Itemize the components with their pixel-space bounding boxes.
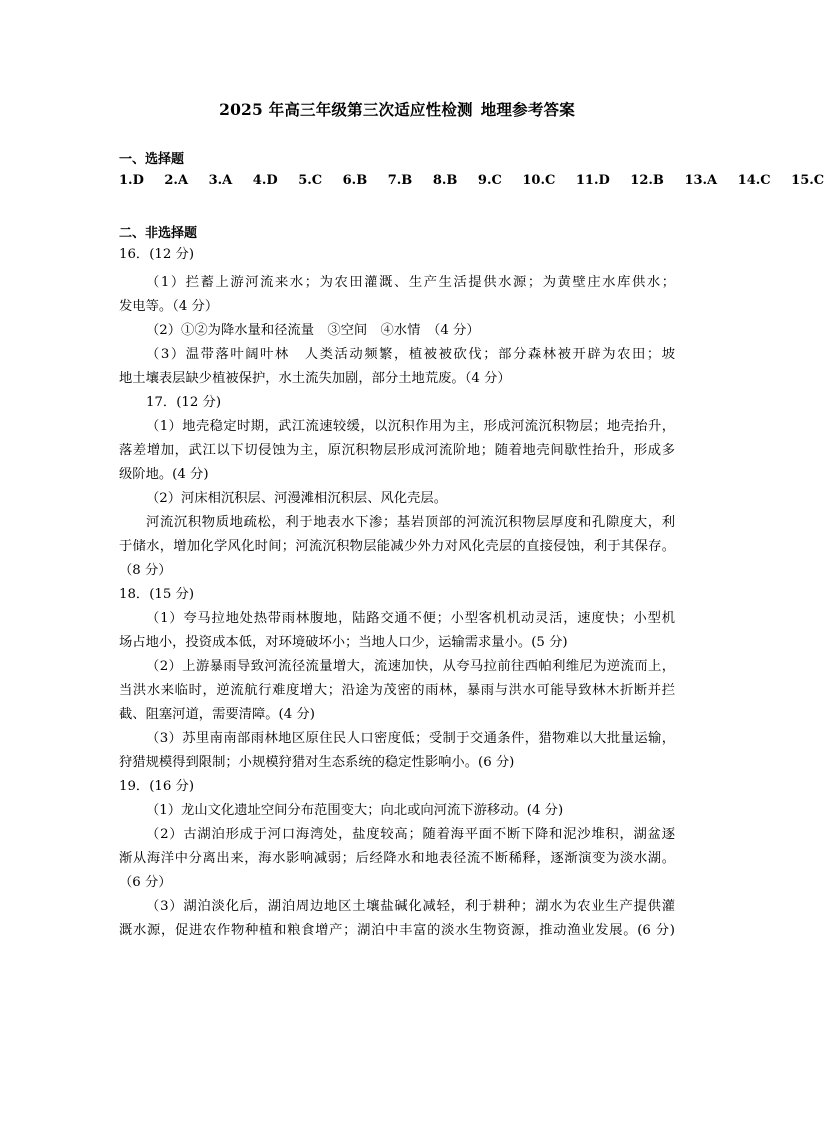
answer-line: 场占地小，投资成本低，对环境破坏小；当地人口少，运输需求量小。(5 分) <box>119 635 568 650</box>
answer-line: 级阶地。(4 分) <box>119 467 209 482</box>
answer-item: 7.B <box>387 173 413 188</box>
answer-item: 1.D <box>119 173 144 188</box>
answer-item: 8.B <box>432 173 458 188</box>
choice-answers <box>119 173 840 188</box>
answer-line: 发电等。（4 分） <box>119 299 219 314</box>
answer-line: （8 分） <box>119 563 172 578</box>
answer-line: 当洪水来临时，逆流航行难度增大；沿途为茂密的雨林，暴雨与洪水可能导致林木折断并拦 <box>119 683 675 698</box>
answer-line: （1）拦蓄上游河流来水；为农田灌溉、生产生活提供水源；为黄壁庄水库供水； <box>146 275 675 290</box>
answer-item: 12.B <box>630 173 664 188</box>
answer-line: 地土壤表层缺少植被保护，水土流失加剧，部分土地荒废。（4 分） <box>119 371 511 386</box>
answer-item: 6.B <box>342 173 368 188</box>
answer-line: 狩猎规模得到限制；小规模狩猎对生态系统的稳定性影响小。(6 分) <box>119 755 515 770</box>
answer-line: 河流沉积物质地疏松，利于地表水下渗；基岩顶部的河流沉积物层厚度和孔隙度大，利 <box>146 515 675 530</box>
title-main: 2025 年高三年级第三次适应性检测 <box>219 100 473 119</box>
answer-item: 5.C <box>298 173 323 188</box>
answer-line: （2）河床相沉积层、河漫滩相沉积层、风化壳层。 <box>146 491 447 506</box>
answer-item: 2.A <box>164 173 189 188</box>
answer-line: 于储水，增加化学风化时间；河流沉积物层能减少外力对风化壳层的直接侵蚀，利于其保存。 <box>119 539 675 554</box>
answer-line: （3）苏里南南部雨林地区原住民人口密度低；受制于交通条件，猎物难以大批量运输， <box>146 731 675 746</box>
answer-item: 3.A <box>208 173 233 188</box>
answer-item: 13.A <box>684 173 718 188</box>
answer-item: 9.C <box>477 173 502 188</box>
answer-line: （1）龙山文化遗址空间分布范围变大；向北或向河流下游移动。(4 分) <box>146 803 564 818</box>
answer-item: 11.D <box>575 173 610 188</box>
answer-item: 15.C <box>791 173 825 188</box>
answer-line: （2）上游暴雨导致河流径流量增大，流速加快，从夸马拉前往西帕利维尼为逆流而上， <box>146 659 675 674</box>
answer-line: （1）夸马拉地处热带雨林腹地，陆路交通不便；小型客机机动灵活，速度快；小型机 <box>146 611 675 626</box>
answer-line: （1）地壳稳定时期，武江流速较缓，以沉积作用为主，形成河流沉积物层；地壳抬升， <box>146 419 675 434</box>
answer-line: 溉水源，促进农作物种植和粮食增产；湖泊中丰富的淡水生物资源，推动渔业发展。(6 分) <box>119 923 675 938</box>
answer-item: 10.C <box>522 173 556 188</box>
answer-line: （2）①②为降水量和径流量 ③空间 ④水情 （4 分） <box>146 323 480 338</box>
answer-line: （2）古湖泊形成于河口海湾处，盐度较高；随着海平面不断下降和泥沙堆积，湖盆逐 <box>146 827 675 842</box>
answer-line: 落差增加，武江以下切侵蚀为主，原沉积物层形成河流阶地；随着地壳间歇性抬升，形成多 <box>119 443 675 458</box>
question-number: 17．(12 分) <box>146 395 222 410</box>
answer-item: 14.C <box>737 173 771 188</box>
answer-line: 截、阻塞河道，需要清障。(4 分) <box>119 707 315 722</box>
answer-line: （3）温带落叶阔叶林 人类活动频繁，植被被砍伐；部分森林被开辟为农田；坡 <box>146 347 675 362</box>
question-number: 16．(12 分) <box>119 247 195 262</box>
section-heading-choice: 一、选择题 <box>119 152 185 167</box>
answer-line: （3）湖泊淡化后，湖泊周边地区土壤盐碱化减轻，利于耕种；湖水为农业生产提供灌 <box>146 899 675 914</box>
question-number: 18．(15 分) <box>119 587 195 602</box>
title-sub: 地理参考答案 <box>480 100 575 119</box>
question-number: 19．(16 分) <box>119 779 195 794</box>
page-title <box>0 98 794 120</box>
answer-line: 渐从海洋中分离出来，海水影响减弱；后经降水和地表径流不断稀释，逐渐演变为淡水湖。 <box>119 851 675 866</box>
answer-item: 4.D <box>252 173 278 188</box>
section-heading-nonchoice: 二、非选择题 <box>119 226 198 241</box>
answer-line: （6 分） <box>119 875 172 890</box>
